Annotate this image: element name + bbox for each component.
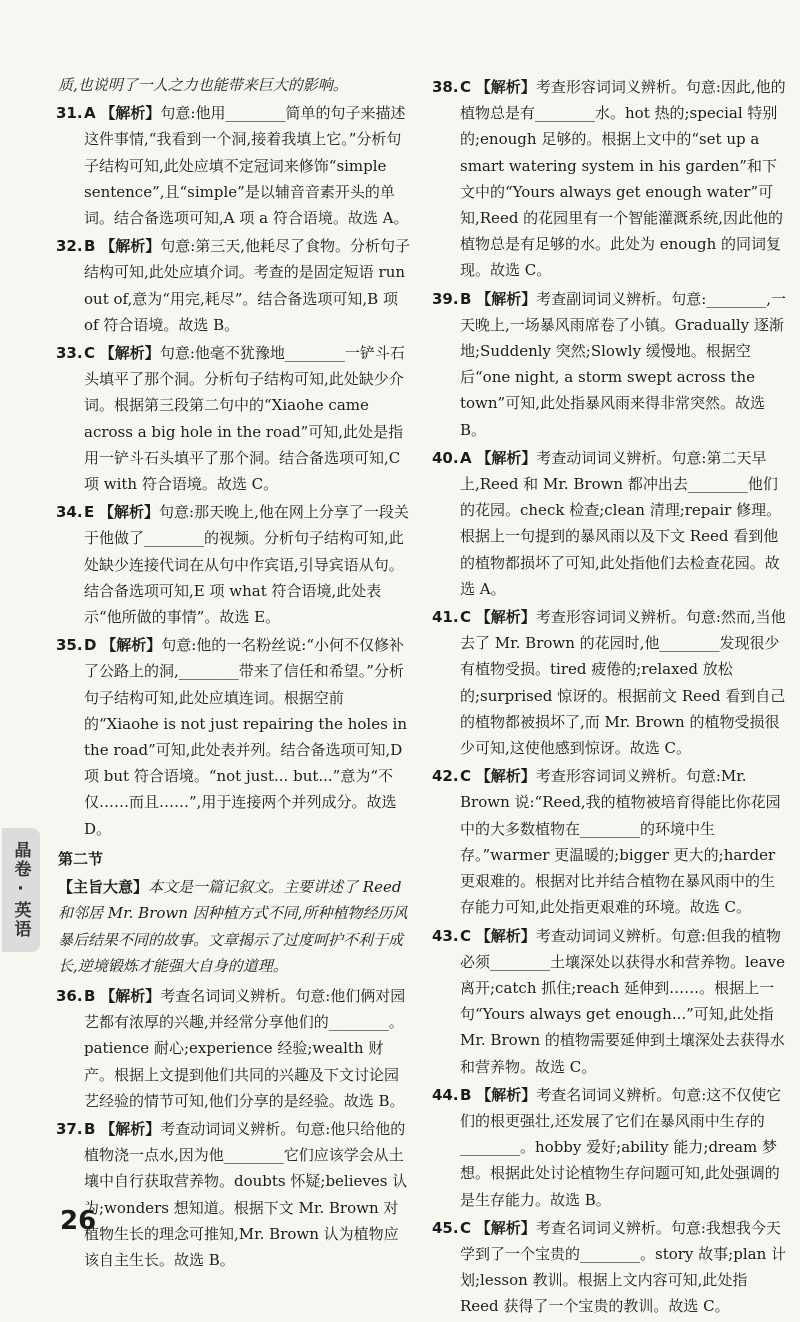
answer-item-43 [432, 923, 788, 1080]
analysis-tag: 【解析】 [475, 926, 536, 945]
analysis-tag: 【解析】 [475, 78, 536, 96]
analysis-text: 句意:第三天,他耗尽了食物。分析句子结构可知,此处应填介词。考查的是固定短语 run out of,意为“用完,耗尽”。结合备选项可知,B 项 of 符合语境。故选 B。 [84, 237, 411, 334]
analysis-tag: 【解析】 [101, 636, 162, 655]
answer-letter: C [460, 608, 472, 627]
answer-letter: E [84, 503, 95, 522]
answer-item-39 [432, 286, 788, 443]
analysis-tag: 【解析】 [476, 1085, 537, 1104]
question-number: 41. [432, 608, 459, 627]
question-number: 31. [56, 104, 83, 123]
answer-item-44 [432, 1082, 788, 1213]
answer-letter: A [84, 104, 96, 123]
analysis-text: 考查形容词词义辨析。句意:Mr. Brown 说:“Reed,我的植物被培育得能比你花园中的大多数植物在________的环境中生存。”warmer 更温暖的;bigger 更大的;harder 更艰难的。根据对比并结合植物在暴风雨中的生存能力可知,此处指更艰难的环境。故选 C。 [460, 767, 781, 917]
answer-letter: C [460, 767, 472, 786]
analysis-tag: 【解析】 [475, 1218, 536, 1237]
answer-item-40 [432, 445, 788, 602]
analysis-text: 考查形容词词义辨析。句意:然而,当他去了 Mr. Brown 的花园时,他________发现很少有植物受损。tired 疲倦的;relaxed 放松的;surprised 惊讶的。根据前文 Reed 看到自己的植物都被损坏了,而 Mr. Brown 的植物受损很少可知,这使他感到惊讶。故选 C。 [460, 608, 786, 758]
analysis-tag: 【解析】 [100, 1119, 161, 1138]
question-number: 39. [432, 289, 459, 308]
answer-letter: D [84, 636, 97, 655]
question-number: 44. [432, 1085, 459, 1104]
analysis-text: 考查副词词义辨析。句意:________,一天晚上,一场暴风雨席卷了小镇。Gradually 逐渐地;Suddenly 突然;Slowly 缓慢地。根据空后“one night, a storm swept across the town”可知,此处指暴风雨来得非常突然。故选 B。 [460, 289, 787, 439]
analysis-text: 句意:他毫不犹豫地________一铲斗石头填平了那个洞。分析句子结构可知,此处缺少介词。根据第三段第二句中的“Xiaohe came across a big hole in the road”可知,此处是指用一铲斗石头填平了那个洞。结合备选项可知,C 项 with 符合语境。故选 C。 [84, 344, 405, 494]
analysis-tag: 【解析】 [475, 767, 536, 786]
analysis-tag: 【解析】 [100, 986, 161, 1005]
question-number: 43. [432, 926, 459, 945]
answer-item-35 [56, 632, 412, 842]
analysis-text: 考查名词词义辨析。句意:他们俩对园艺都有浓厚的兴趣,并经常分享他们的________。patience 耐心;experience 经验;wealth 财产。根据上文提到他们共同的兴趣及下文讨论园艺经验的情节可知,他们分享的是经验。故选 B。 [84, 986, 406, 1110]
side-tab-label: 晶卷·英语 [2, 828, 40, 952]
section-title: 第二节 [58, 849, 104, 868]
question-number: 32. [56, 237, 83, 256]
analysis-tag: 【解析】 [100, 104, 161, 123]
question-number: 40. [432, 448, 459, 467]
answer-item-45 [432, 1215, 788, 1320]
question-number: 45. [432, 1218, 459, 1237]
question-number: 37. [56, 1119, 83, 1138]
answer-item-36 [56, 983, 412, 1114]
question-number: 35. [56, 636, 83, 655]
analysis-tag: 【解析】 [99, 344, 160, 363]
analysis-text: 考查动词词义辨析。句意:第二天早上,Reed 和 Mr. Brown 都冲出去________他们的花园。check 检查;clean 清理;repair 修理。根据上一句提到的暴风雨以及下文 Reed 看到他的植物都损坏了可知,此处指他们去检查花园。故选 A。 [460, 448, 782, 598]
question-number: 42. [432, 767, 459, 786]
summary-tag: 【主旨大意】 [58, 878, 149, 897]
analysis-tag: 【解析】 [476, 448, 537, 467]
answer-letter: B [84, 986, 96, 1005]
answer-letter: B [84, 237, 96, 256]
analysis-text: 句意:他用________简单的句子来描述这件事情,“我看到一个洞,接着我填上它。”分析句子结构可知,此处应填不定冠词来修饰“simple sentence”,且“simple”是以辅音音素开头的单词。结合备选项可知,A 项 a 符合语境。故选 A。 [84, 104, 409, 228]
analysis-text: 考查名词词义辨析。句意:我想我今天学到了一个宝贵的________。story 故事;plan 计划;lesson 教训。根据上文内容可知,此处指 Reed 获得了一个宝贵的教训。故选 C。 [460, 1218, 786, 1316]
summary-text: 本文是一篇记叙文。主要讲述了 Reed 和邻居 Mr. Brown 因种植方式不同,所种植物经历风暴后结果不同的故事。文章揭示了过度呵护不利于成长,逆境锻炼才能强大自身的道理。 [58, 878, 408, 975]
summary-paragraph [58, 874, 412, 979]
answer-letter: A [460, 448, 472, 467]
answer-item-33 [56, 340, 412, 497]
analysis-text: 句意:那天晚上,他在网上分享了一段关于他做了________的视频。分析句子结构可知,此处缺少连接代词在从句中作宾语,引导宾语从句。结合备选项可知,E 项 what 符合语境,此处表示“他所做的事情”。故选 E。 [84, 503, 409, 627]
page-number: 26 [60, 1206, 97, 1236]
answer-letter: B [460, 289, 472, 308]
answer-letter: C [460, 78, 472, 96]
answer-item-34 [56, 499, 412, 630]
answer-letter: C [460, 926, 472, 945]
analysis-text: 考查形容词词义辨析。句意:因此,他的植物总是有________水。hot 热的;special 特别的;enough 足够的。根据上文中的“set up a smart watering system in his garden”和下文中的“Yours always get enough water”可知,Reed 的花园里有一个智能灌溉系统,因此他的植物总是有足够的水。此处为 enough 的同词复现。故选 C。 [460, 78, 786, 280]
question-number: 36. [56, 986, 83, 1005]
answer-item-41 [432, 604, 788, 761]
analysis-tag: 【解析】 [475, 608, 536, 627]
question-number: 38. [432, 78, 459, 96]
answer-letter: B [460, 1085, 472, 1104]
answer-item-42 [432, 763, 788, 920]
question-number: 34. [56, 503, 83, 522]
analysis-tag: 【解析】 [100, 237, 161, 256]
answer-letter: B [84, 1119, 96, 1138]
answer-item-38 [432, 74, 788, 284]
answer-item-31 [56, 100, 412, 231]
analysis-text: 考查动词词义辨析。句意:他只给他的植物浇一点水,因为他________它们应该学会从土壤中自行获取营养物。doubts 怀疑;believes 认为;wonders 想知道。根据下文 Mr. Brown 对植物生长的理念可推知,Mr. Brown 认为植物应该自主生长。故选 B。 [84, 1119, 408, 1269]
analysis-text: 考查动词词义辨析。句意:但我的植物必须________土壤深处以获得水和营养物。leave 离开;catch 抓住;reach 延伸到……。根据上一句“Yours always get enough...”可知,此处指 Mr. Brown 的植物需要延伸到土壤深处去获得水和营养物。故选 C。 [460, 926, 785, 1076]
answer-letter: C [84, 344, 96, 363]
analysis-text: 句意:他的一名粉丝说:“小何不仅修补了公路上的洞,________带来了信任和希望。”分析句子结构可知,此处应填连词。根据空前的“Xiaohe is not just repairing the holes in the road”可知,此处表并列。结合备选项可知,D 项 but 符合语境。“not just... but...”意为“不仅……而且……”,用于连接两个并列成分。故选 D。 [84, 636, 407, 838]
answer-item-37 [56, 1116, 412, 1273]
intro-line: 质,也说明了一人之力也能带来巨大的影响。 [58, 76, 348, 94]
question-number: 33. [56, 344, 83, 363]
answer-item-32 [56, 233, 412, 338]
analysis-tag: 【解析】 [99, 503, 160, 522]
analysis-text: 考查名词词义辨析。句意:这不仅使它们的根更强壮,还发展了它们在暴风雨中生存的________。hobby 爱好;ability 能力;dream 梦想。根据此处讨论植物生存问题可知,此处强调的是生存能力。故选 B。 [460, 1085, 782, 1209]
analysis-tag: 【解析】 [476, 289, 537, 308]
left-column [56, 74, 412, 1275]
right-column [432, 74, 788, 1322]
answer-letter: C [460, 1218, 472, 1237]
